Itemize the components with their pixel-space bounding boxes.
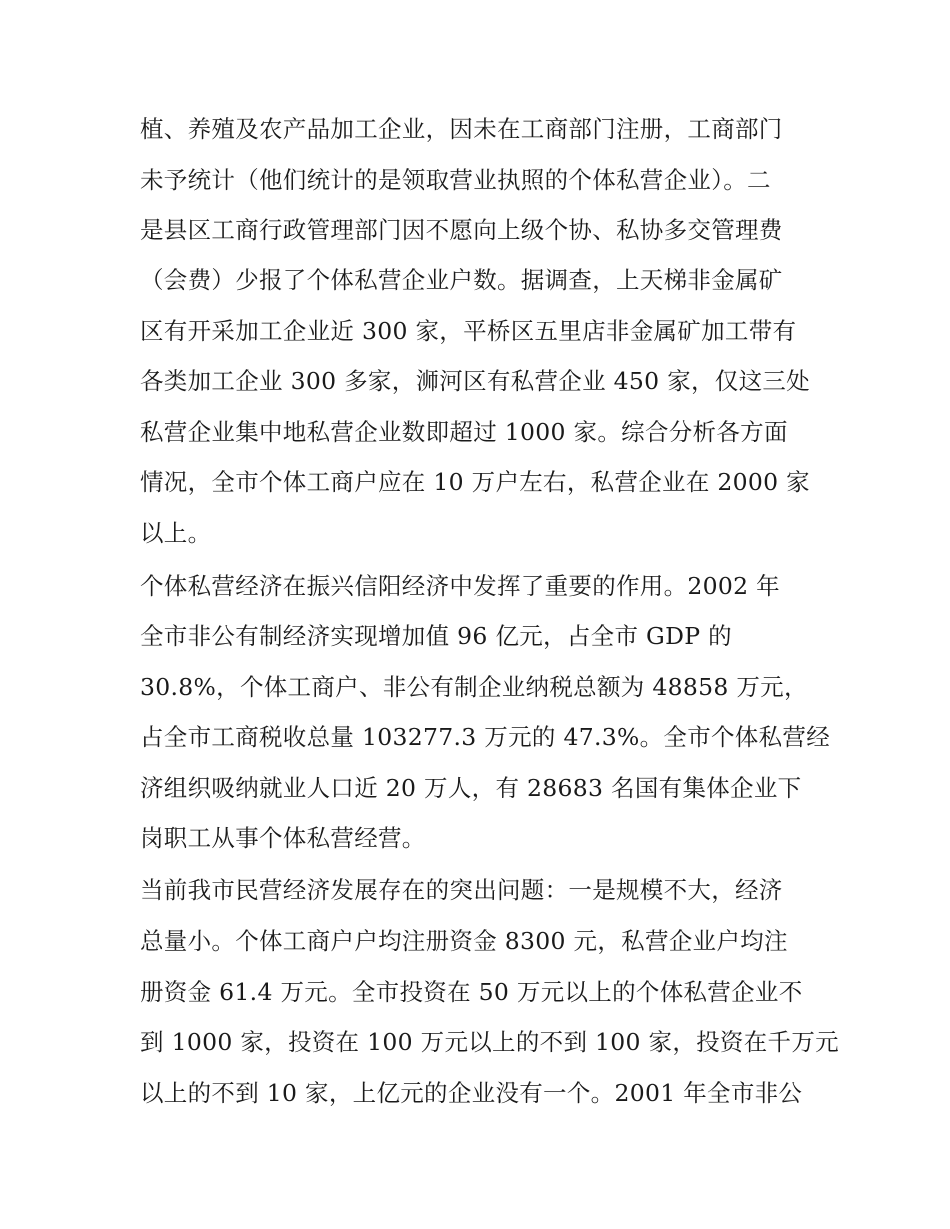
text-line: 区有开采加工企业近 300 家，平桥区五里店非金属矿加工带有	[140, 317, 797, 345]
text-line: 岗职工从事个体私营经营。	[140, 824, 426, 852]
text-line: 情况，全市个体工商户应在 10 万户左右，私营企业在 2000 家	[140, 468, 810, 496]
text-line: 是县区工商行政管理部门因不愿向上级个协、私协多交管理费	[140, 216, 783, 244]
text-line: 以上的不到 10 家，上亿元的企业没有一个。2001 年全市非公	[140, 1079, 803, 1107]
text-line: 占全市工商税收总量 103277.3 万元的 47.3%。全市个体私营经	[140, 723, 830, 751]
text-line: 当前我市民营经济发展存在的突出问题：一是规模不大，经济	[140, 876, 783, 904]
text-line: 各类加工企业 300 多家，浉河区有私营企业 450 家，仅这三处	[140, 367, 810, 395]
text-line: 全市非公有制经济实现增加值 96 亿元，占全市 GDP 的	[140, 622, 732, 650]
text-line: 到 1000 家，投资在 100 万元以上的不到 100 家，投资在千万元	[140, 1028, 839, 1056]
text-line: 个体私营经济在振兴信阳经济中发挥了重要的作用。2002 年	[140, 572, 780, 600]
text-line: 未予统计（他们统计的是领取营业执照的个体私营企业）。二	[140, 166, 771, 194]
text-line: 总量小。个体工商户户均注册资金 8300 元，私营企业户均注	[140, 927, 788, 955]
text-line: 济组织吸纳就业人口近 20 万人，有 28683 名国有集体企业下	[140, 774, 802, 802]
text-line: 以上。	[140, 519, 212, 547]
text-line: 私营企业集中地私营企业数即超过 1000 家。综合分析各方面	[140, 418, 788, 446]
text-line: 植、养殖及农产品加工企业，因未在工商部门注册，工商部门	[140, 115, 783, 143]
text-line: 30.8%，个体工商户、非公有制企业纳税总额为 48858 万元，	[140, 673, 808, 701]
text-line: （会费）少报了个体私营企业户数。据调查，上天梯非金属矿	[140, 266, 783, 294]
text-line: 册资金 61.4 万元。全市投资在 50 万元以上的个体私营企业不	[140, 978, 803, 1006]
